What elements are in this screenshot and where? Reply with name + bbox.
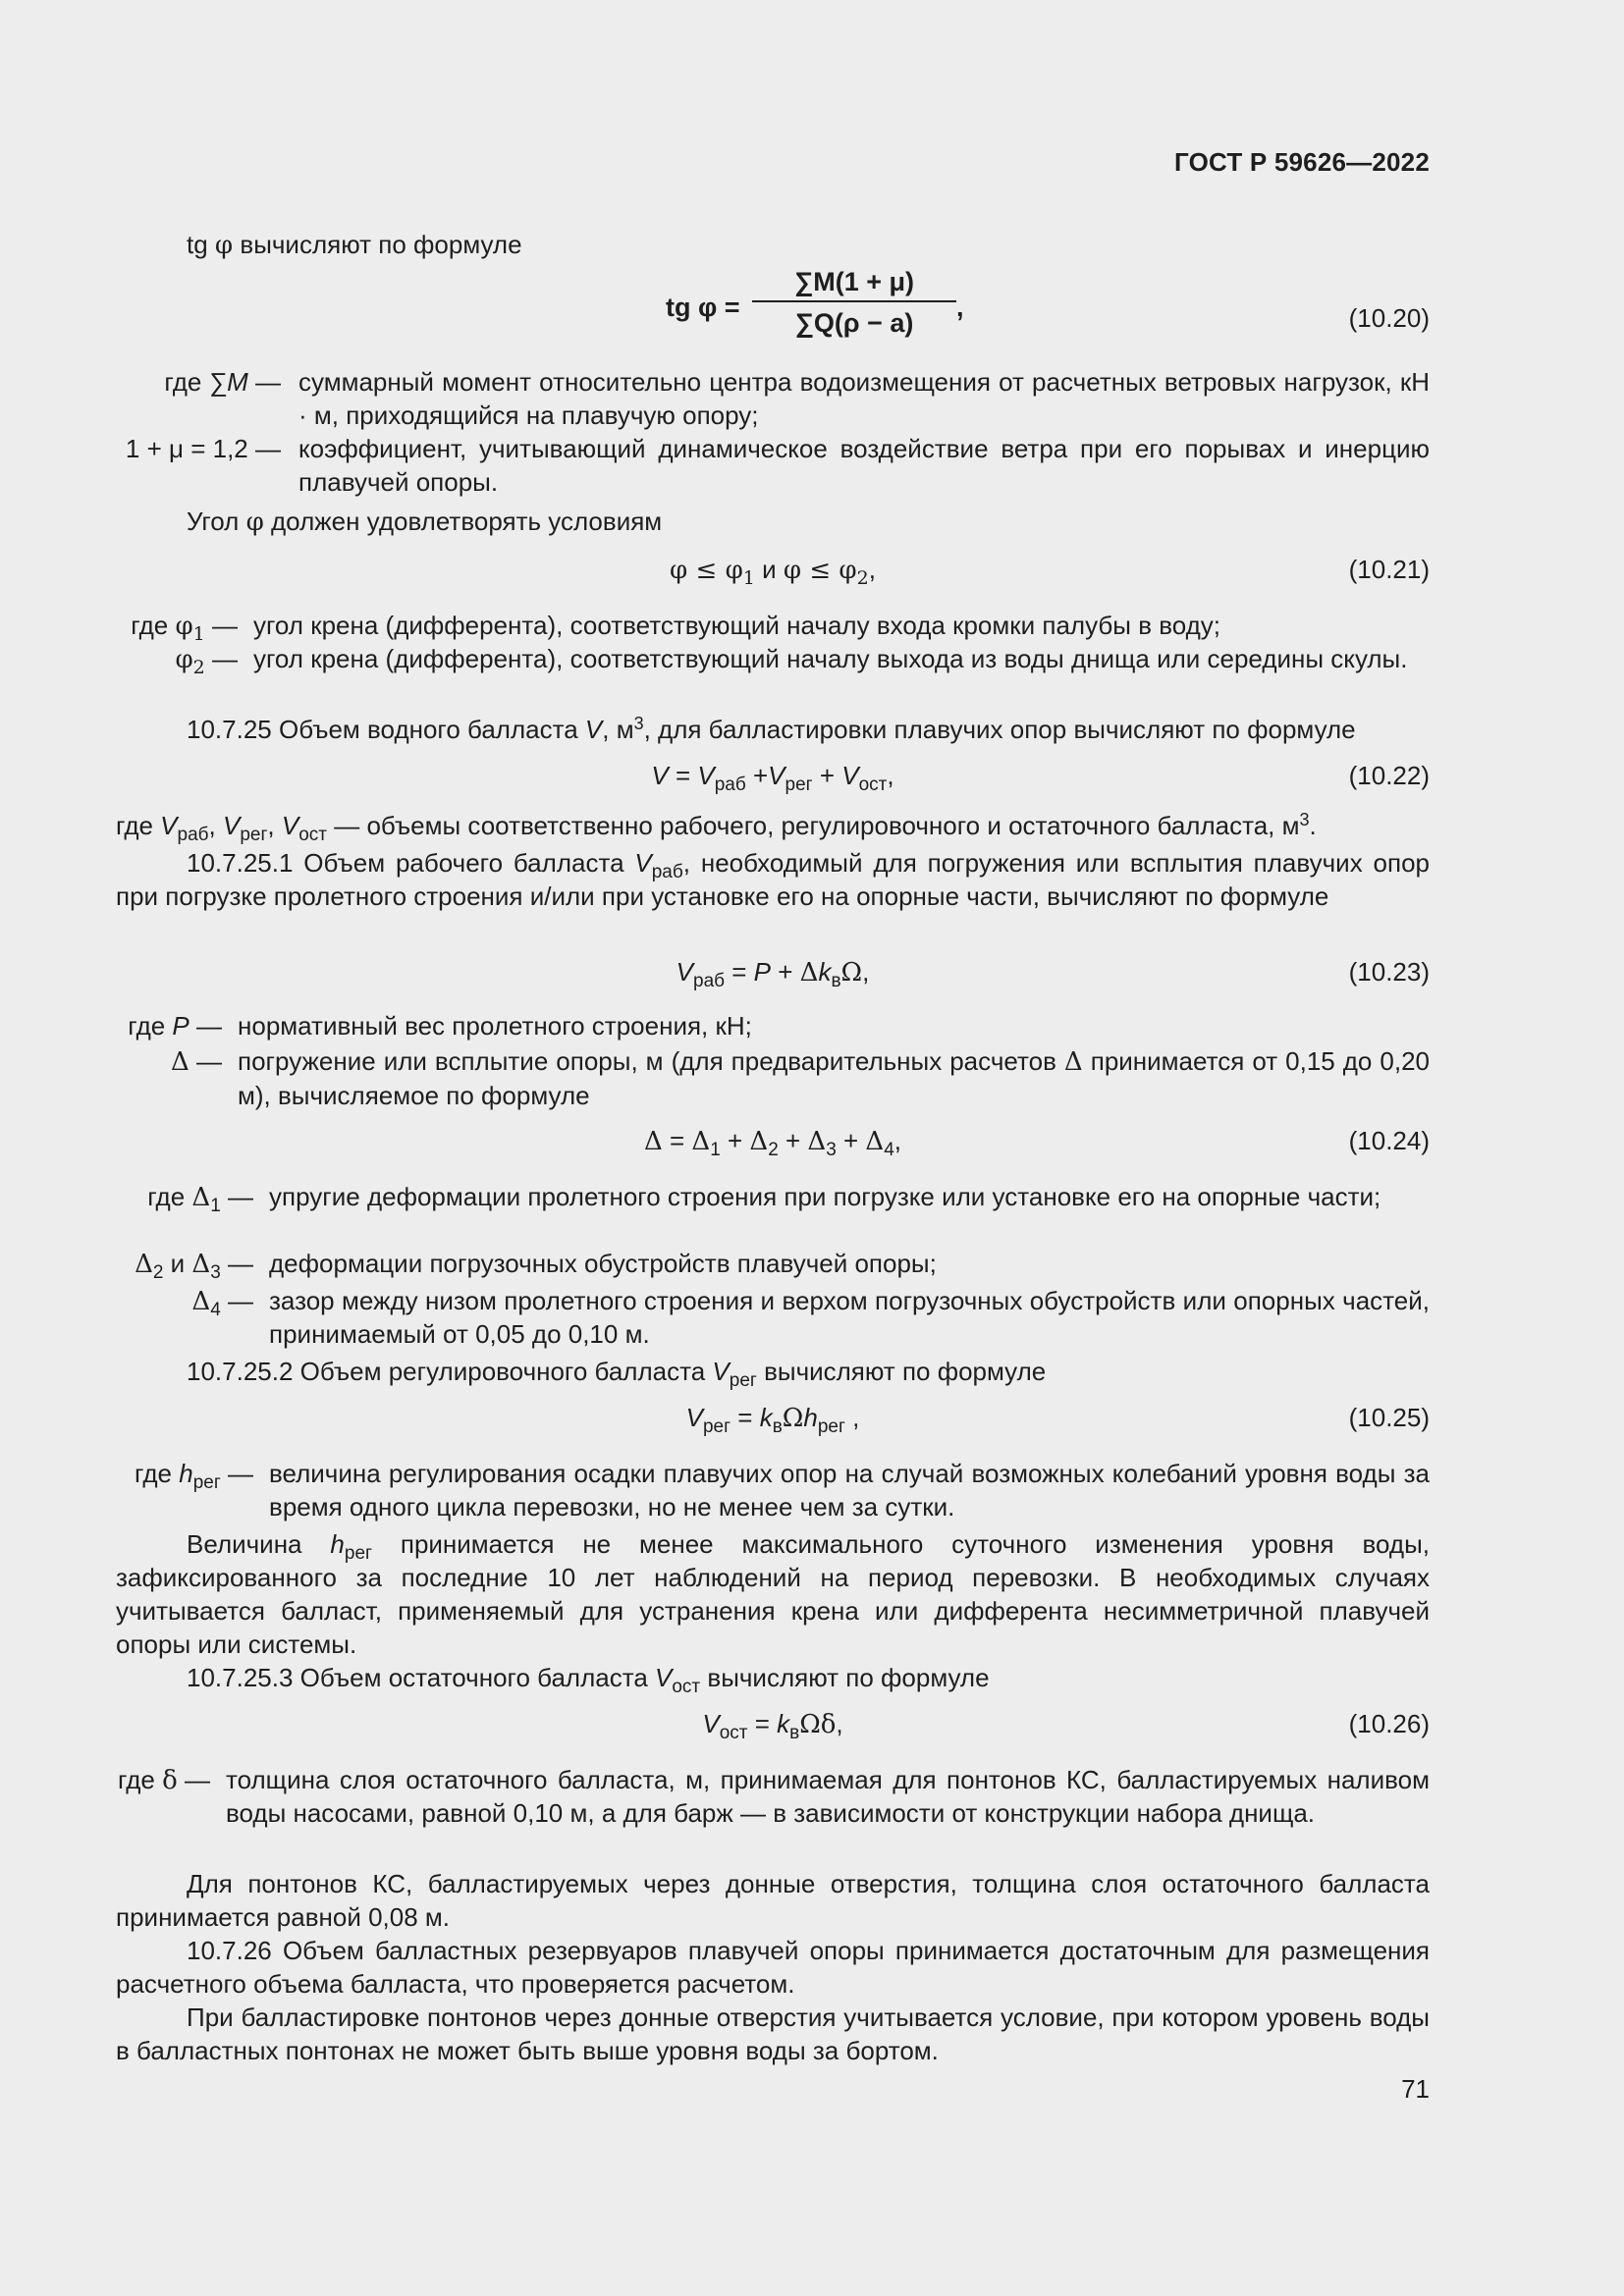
paragraph-10-7-25-2: 10.7.25.2 Объем регулировочного балласта $V_{рег}$ вычисляют по формуле	[187, 1357, 1047, 1391]
formula-10-23: $V_{раб} = P + \Delta k_в\Omega$, (10.23)	[116, 952, 1430, 991]
paragraph-h-reg: Величина $h_{рег}$ принимается не менее максимального суточного изменения уровня воды, зафиксированного за последние 10 лет наблюдений на период перевозки. В необходимых случаях учитывается балласт, применяемый для устранения крена или дифферента несимметричной плавучей опоры или системы.	[116, 1529, 1430, 1659]
formula-number: (10.24)	[1348, 1126, 1430, 1155]
where-desc: суммарный момент относительно центра водоизмещения от расчетных ветровых нагрузок, кН · м, приходящийся на плавучую опору;	[298, 367, 1430, 430]
where-list-10-21	[116, 609, 1430, 645]
paragraph-angle: Угол φ должен удовлетворять условиям	[187, 507, 663, 537]
where-term: $\Delta_2$ и $\Delta_3$ —	[135, 1249, 253, 1283]
where-list-10-24-c	[116, 1284, 1430, 1351]
where-list-10-23	[116, 1009, 1430, 1042]
where-term: где $h_{рег}$ —	[135, 1459, 253, 1493]
where-desc: коэффициент, учитывающий динамическое воздействие ветра при его порывах и инерцию плавучей опоры.	[298, 434, 1430, 497]
paragraph-10-7-25: 10.7.25 Объем водного балласта V, $м^3$, для балластировки плавучих опор вычисляют по формуле	[187, 714, 1356, 744]
paragraph-10-7-25-3: 10.7.25.3 Объем остаточного балласта $V_{ост}$ вычисляют по формуле	[187, 1663, 990, 1697]
where-term: где P —	[128, 1011, 222, 1041]
where-list-10-24	[116, 1180, 1430, 1247]
page-number: 71	[1401, 2074, 1430, 2104]
formula-10-21: $\varphi \le \varphi_1$ и $\varphi \le \varphi_2$, (10.21)	[116, 550, 1430, 589]
formula-number: (10.23)	[1348, 957, 1430, 987]
formula-number: (10.21)	[1348, 555, 1430, 584]
paragraph-tg-intro: tg φ вычисляют по формуле	[187, 230, 522, 260]
fraction-denominator: ∑Q(ρ − a)	[794, 308, 914, 338]
formula-10-25: $V_{рег} = k_в\Omega h_{рег}$ , (10.25)	[116, 1398, 1430, 1437]
paragraph-10-7-25-1: 10.7.25.1 Объем рабочего балласта $V_{раб}$, необходимый для погружения или всплытия плавучих опор при погрузке пролетного строения и/или при установке его на опорные части, вычисляют по формуле	[116, 848, 1430, 911]
formula-number: (10.25)	[1348, 1403, 1430, 1432]
where-term: $\Delta_4$ —	[191, 1286, 253, 1320]
document-page: ГОСТ Р 59626—2022 tg φ вычисляют по формуле tg φ = ∑M(1 + μ) ∑Q(ρ − a) , (10.20) где ∑M — суммарный момент относительно центра водоизмещения от расчетных ветровых нагрузок, кН · м, приходящийся на плавучую опору; 1 + μ = 1,2 — коэффициент, учитывающий динамическое воздействие ветра при его порывах и инерцию плавучей опоры. Угол φ должен удовлетворять условиям $\varphi \le \varphi_1$ и $\varphi \le \varphi_2$, (10.21) где $\varphi_1$ — угол крена (дифферента), соответствующий началу входа кромки палубы в воду; $\varphi_2$ — угол крена (дифферента), соответствующий началу выхода из воды днища или середины скулы. 10.7.25 Объем водного балласта V, $м^3$, для балластировки плавучих опор вычисляют по формуле $V = V_{раб} +V_{рег} + V_{ост}$, (10.22) где $V_{раб}$, $V_{рег}$, $V_{ост}$ — объемы соответственно рабочего, регулировочного и остаточного балласта, $м^3$. 10.7.25.1 Объем рабочего балласта $V_{раб}$, необходимый для погружения или всплытия плавучих опор при погрузке пролетного строения и/или при установке его на опорные части, вычисляют по формуле $V_{раб} = P + \Delta k_в\Omega$, (10.23) где P — нормативный вес пролетного строения, кН; Δ — погружение или всплытие опоры, м (для предварительных расчетов Δ принимается от 0,15 до 0,20 м), вычисляемое по формуле $\Delta = \Delta_1 + \Delta_2 + \Delta_3 + \Delta_4$, (10.24) где $\Delta_1$ — упругие деформации пролетного строения при погрузке или установке его на опорные части; $\Delta_2$ и $\Delta_3$ — деформации погрузочных обустройств плавучей опоры; $\Delta_4$ — зазор между низом пролетного строения и верхом погрузочных обустройств или опорных частей, принимаемый от 0,05 до 0,10 м. 10.7.25.2 Объем регулировочного балласта $V_{рег}$ вычисляют по формуле $V_{рег} = k_в\Omega h_{рег}$ , (10.25) где $h_{рег}$ — величина регулирования осадки плавучих опор на случай возможных колебаний уровня воды за время одного цикла перевозки, но не менее чем за сутки. Величина $h_{рег}$ принимается не менее максимального суточного изменения уровня воды, зафиксированного за последние 10 лет наблюдений на период перевозки. В необходимых случаях учитывается балласт, применяемый для устранения крена или дифферента несимметричной плавучей опоры или системы. 10.7.25.3 Объем остаточного балласта $V_{ост}$ вычисляют по формуле $V_{ост} = k_в\Omega\delta$, (10.26) где δ — толщина слоя остаточного балласта, м, принимаемая для понтонов КС, балластируемых наливом воды насосами, равной 0,10 м, а для барж — в зависимости от конструкции набора днища. Для понтонов КС, балластируемых через донные отверстия, толщина слоя остаточного балласта принимается равной 0,08 м. 10.7.26 Объем балластных резервуаров плавучей опоры принимается достаточным для размещения расчетного объема балласта, что проверяется расчетом. При балластировке понтонов через донные отверстия учитывается условие, при котором уровень воды в балластных понтонах не может быть выше уровня воды за бортом. 71	[116, 147, 1431, 2104]
formula-number: (10.26)	[1348, 1709, 1430, 1738]
where-desc: величина регулирования осадки плавучих опор на случай возможных колебаний уровня воды за время одного цикла перевозки, но не менее чем за сутки.	[269, 1459, 1430, 1522]
where-desc: угол крена (дифферента), соответствующий началу выхода из воды днища или середины скулы.	[253, 644, 1408, 673]
standard-header: ГОСТ Р 59626—2022	[1174, 147, 1430, 177]
where-list-10-20-b	[116, 432, 1430, 499]
where-term: где ∑M —	[164, 367, 281, 397]
where-desc: упругие деформации пролетного строения при погрузке или установке его на опорные части;	[269, 1182, 1381, 1211]
where-term: Δ —	[170, 1046, 222, 1077]
fraction-numerator: ∑M(1 + μ)	[793, 267, 915, 296]
where-list-10-24-b	[116, 1247, 1430, 1283]
formula-10-24: $\Delta = \Delta_1 + \Delta_2 + \Delta_3 + \Delta_4$, (10.24)	[116, 1121, 1430, 1160]
where-desc: угол крена (дифферента), соответствующий началу входа кромки палубы в воду;	[253, 611, 1221, 640]
formula-10-26: $V_{ост} = k_в\Omega\delta$, (10.26)	[116, 1704, 1430, 1743]
formula-number: (10.22)	[1348, 761, 1430, 790]
where-term: 1 + μ = 1,2 —	[125, 434, 281, 463]
where-desc: нормативный вес пролетного строения, кН;	[238, 1011, 752, 1041]
where-desc: деформации погрузочных обустройств плавучей опоры;	[269, 1249, 937, 1278]
where-desc: зазор между низом пролетного строения и верхом погрузочных обустройств или опорных частей, принимаемый от 0,05 до 0,10 м.	[269, 1286, 1430, 1349]
where-list-10-26	[116, 1763, 1430, 1863]
where-list-10-21-b	[116, 642, 1430, 709]
where-desc: погружение или всплытие опоры, м (для предварительных расчетов Δ принимается от 0,15 до 0,20 м), вычисляемое по формуле	[238, 1046, 1431, 1110]
where-term: где δ —	[117, 1765, 210, 1795]
formula-10-22: $V = V_{раб} +V_{рег} + V_{ост}$, (10.22)	[116, 756, 1430, 795]
where-term: $\varphi_2$ —	[175, 644, 238, 678]
paragraph-pontoons: Для понтонов КС, балластируемых через донные отверстия, толщина слоя остаточного балласта принимается равной 0,08 м.	[116, 1869, 1430, 1932]
formula-number: (10.20)	[1348, 303, 1430, 333]
where-term: где $\Delta_1$ —	[147, 1182, 253, 1216]
paragraph-last: При балластировке понтонов через донные отверстия учитывается условие, при котором уровень воды в балластных понтонах не может быть выше уровня воды за бортом.	[116, 2002, 1430, 2065]
paragraph-10-7-26: 10.7.26 Объем балластных резервуаров плавучей опоры принимается достаточным для размещения расчетного объема балласта, что проверяется расчетом.	[116, 1936, 1430, 1999]
where-10-22: где $V_{раб}$, $V_{рег}$, $V_{ост}$ — объемы соответственно рабочего, регулировочного и остаточного балласта, $м^3$.	[116, 810, 1317, 845]
where-term: где $\varphi_1$ —	[131, 611, 238, 645]
where-list-10-23-b	[116, 1044, 1430, 1111]
where-list-10-20	[116, 365, 1430, 432]
where-list-10-25	[116, 1457, 1430, 1523]
where-desc: толщина слоя остаточного балласта, м, принимаемая для понтонов КС, балластируемых наливом воды насосами, равной 0,10 м, а для барж — в зависимости от конструкции набора днища.	[226, 1765, 1430, 1828]
formula-10-20-number-row	[116, 298, 1430, 338]
